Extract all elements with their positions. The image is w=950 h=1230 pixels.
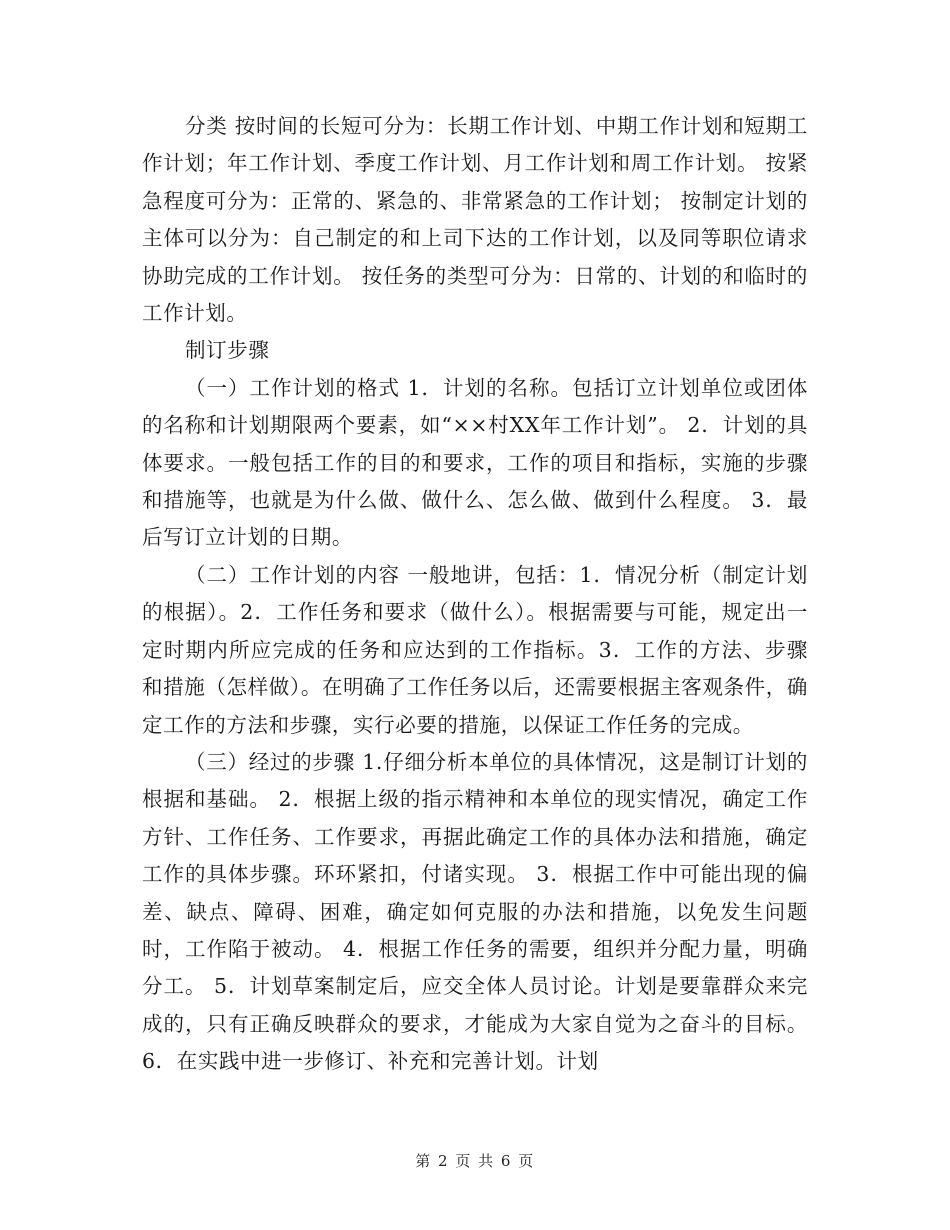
document-body (142, 108, 816, 1081)
paragraph-plan-format: （一）工作计划的格式 1．计划的名称。包括订立计划单位或团体的名称和计划期限两个要素，如“××村XX年工作计划”。 2．计划的具体要求。一般包括工作的目的和要求，工作的项目和指标，实施的步骤和措施等，也就是为什么做、做什么、怎么做、做到什么程度。 3．最后写订立计划的日期。 (142, 375, 808, 550)
paragraph-plan-process: （三）经过的步骤 1.仔细分析本单位的具体情况，这是制订计划的根据和基础。 2．根据上级的指示精神和本单位的现实情况，确定工作方针、工作任务、工作要求，再据此确定工作的具体办法和措施，确定工作的具体步骤。环环紧扣，付诸实现。 3．根据工作中可能出现的偏差、缺点、障碍、困难，确定如何克服的办法和措施，以免发生问题时，工作陷于被动。 4．根据工作任务的需要，组织并分配力量，明确分工。 5．计划草案制定后，应交全体人员讨论。计划是要靠群众来完成的，只有正确反映群众的要求，才能成为大家自觉为之奋斗的目标。 6．在实践中进一步修订、补充和完善计划。计划 (142, 749, 816, 1074)
paragraph-steps-heading: 制订步骤 (185, 338, 270, 363)
page-number-footer: 第 2 页 共 6 页 (415, 1152, 535, 1170)
paragraph-plan-content: （二）工作计划的内容 一般地讲，包括：1．情况分析（制定计划的根据）。2．工作任务和要求（做什么）。根据需要与可能，规定出一定时期内所应完成的任务和应达到的工作指标。3．工作的方法、步骤和措施（怎样做）。在明确了工作任务以后，还需要根据主客观条件，确定工作的方法和步骤，实行必要的措施，以保证工作任务的完成。 (142, 562, 808, 737)
paragraph-classification: 分类 按时间的长短可分为：长期工作计划、中期工作计划和短期工作计划；年工作计划、季度工作计划、月工作计划和周工作计划。 按紧急程度可分为：正常的、紧急的、非常紧急的工作计划； 按制定计划的主体可以分为：自己制定的和上司下达的工作计划，以及同等职位请求协助完成的工作计划。 按任务的类型可分为：日常的、计划的和临时的工作计划。 (142, 114, 808, 326)
